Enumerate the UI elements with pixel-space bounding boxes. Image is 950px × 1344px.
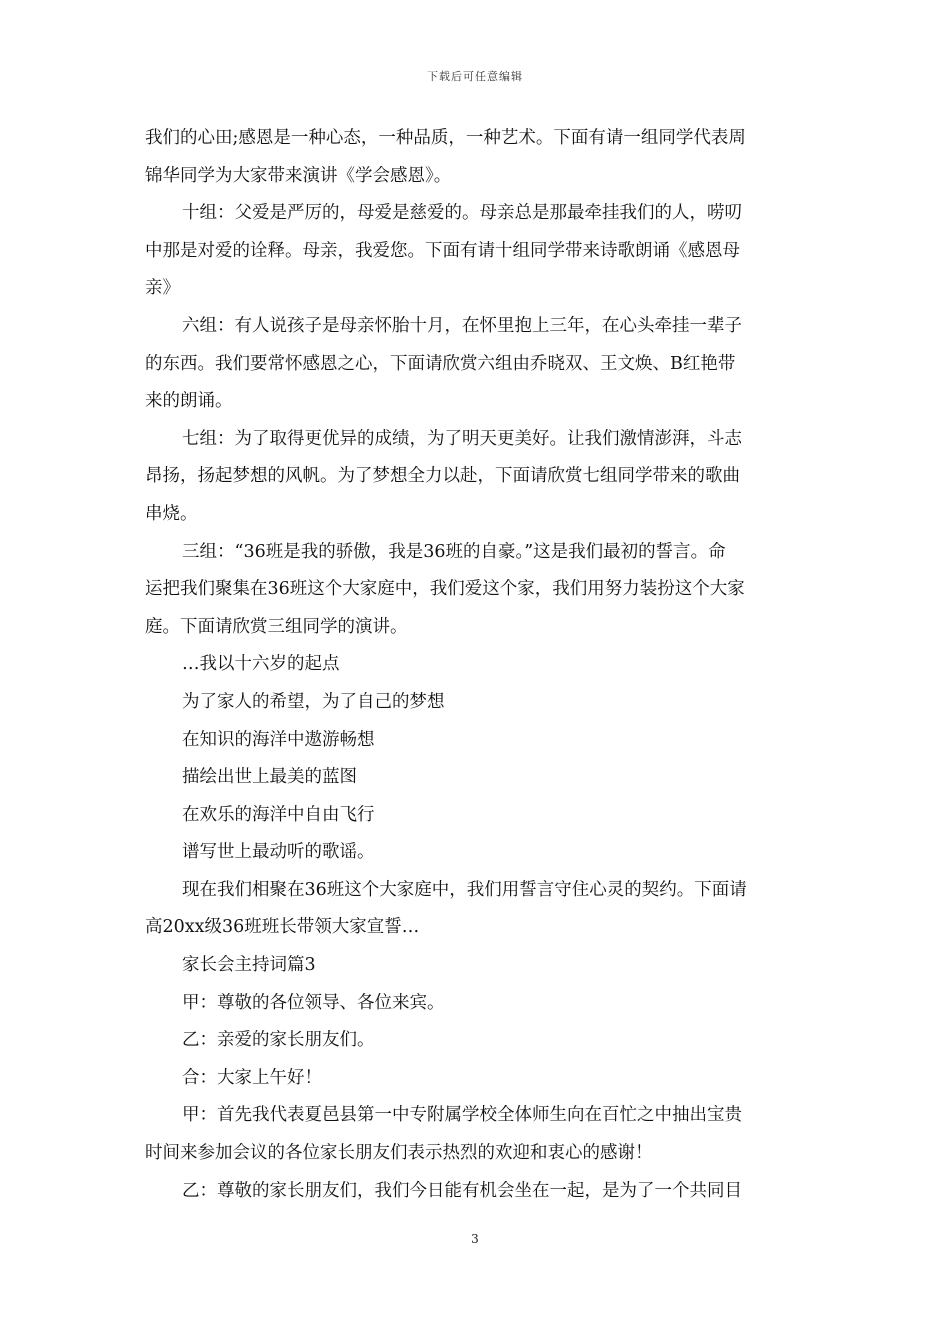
text-line: 来的朗诵。 [145, 391, 233, 412]
text-line: 运把我们聚集在36班这个大家庭中，我们爱这个家，我们用努力装扮这个大家 [145, 579, 745, 600]
text-line: 甲：尊敬的各位领导、各位来宾。 [182, 992, 445, 1013]
poem-line: 在欢乐的海洋中自由飞行 [182, 804, 375, 825]
text-line: 时间来参加会议的各位家长朋友们表示热烈的欢迎和衷心的感谢！ [145, 1143, 653, 1164]
text-line: 六组：有人说孩子是母亲怀胎十月，在怀里抱上三年，在心头牵挂一辈子 [182, 315, 742, 336]
text-line: 亲》 [145, 278, 180, 299]
text-line: 十组：父爱是严厉的，母爱是慈爱的。母亲总是那最牵挂我们的人，唠叨 [182, 203, 742, 224]
text-line: 庭。下面请欣赏三组同学的演讲。 [145, 616, 408, 637]
text-line: 合：大家上午好！ [182, 1067, 322, 1088]
poem-line: 谱写世上最动听的歌谣。 [182, 842, 375, 863]
text-line: 七组：为了取得更优异的成绩，为了明天更美好。让我们激情澎湃，斗志 [182, 428, 742, 449]
text-line: 乙：亲爱的家长朋友们。 [182, 1030, 375, 1051]
poem-line: …我以十六岁的起点 [182, 654, 340, 675]
text-line: 现在我们相聚在36班这个大家庭中，我们用誓言守住心灵的契约。下面请 [182, 879, 747, 900]
page-header: 下载后可任意编辑 [427, 70, 523, 83]
text-line: 高20xx级36班班长带领大家宣誓… [145, 917, 420, 938]
document-body [145, 120, 815, 1210]
page-number: 3 [471, 1232, 479, 1246]
section-title: 家长会主持词篇3 [182, 955, 316, 976]
text-line: 的东西。我们要常怀感恩之心，下面请欣赏六组由乔晓双、王文焕、B红艳带 [145, 353, 736, 374]
text-line: 昂扬，扬起梦想的风帆。为了梦想全力以赴，下面请欣赏七组同学带来的歌曲 [145, 466, 740, 487]
text-line: 甲：首先我代表夏邑县第一中专附属学校全体师生向在百忙之中抽出宝贵 [182, 1105, 742, 1126]
text-line: 我们的心田;感恩是一种心态，一种品质，一种艺术。下面有请一组同学代表周 [145, 128, 746, 148]
poem-line: 为了家人的希望，为了自己的梦想 [182, 691, 445, 712]
poem-line: 描绘出世上最美的蓝图 [182, 767, 357, 788]
text-line: 乙：尊敬的家长朋友们，我们今日能有机会坐在一起，是为了一个共同目 [182, 1180, 742, 1201]
text-line: 锦华同学为大家带来演讲《学会感恩》。 [145, 165, 452, 186]
text-line: 中那是对爱的诠释。母亲，我爱您。下面有请十组同学带来诗歌朗诵《感恩母 [145, 240, 740, 261]
text-line: 串烧。 [145, 503, 198, 524]
text-line: 三组：“36班是我的骄傲，我是36班的自豪。”这是我们最初的誓言。命 [182, 541, 726, 562]
poem-line: 在知识的海洋中遨游畅想 [182, 729, 375, 750]
